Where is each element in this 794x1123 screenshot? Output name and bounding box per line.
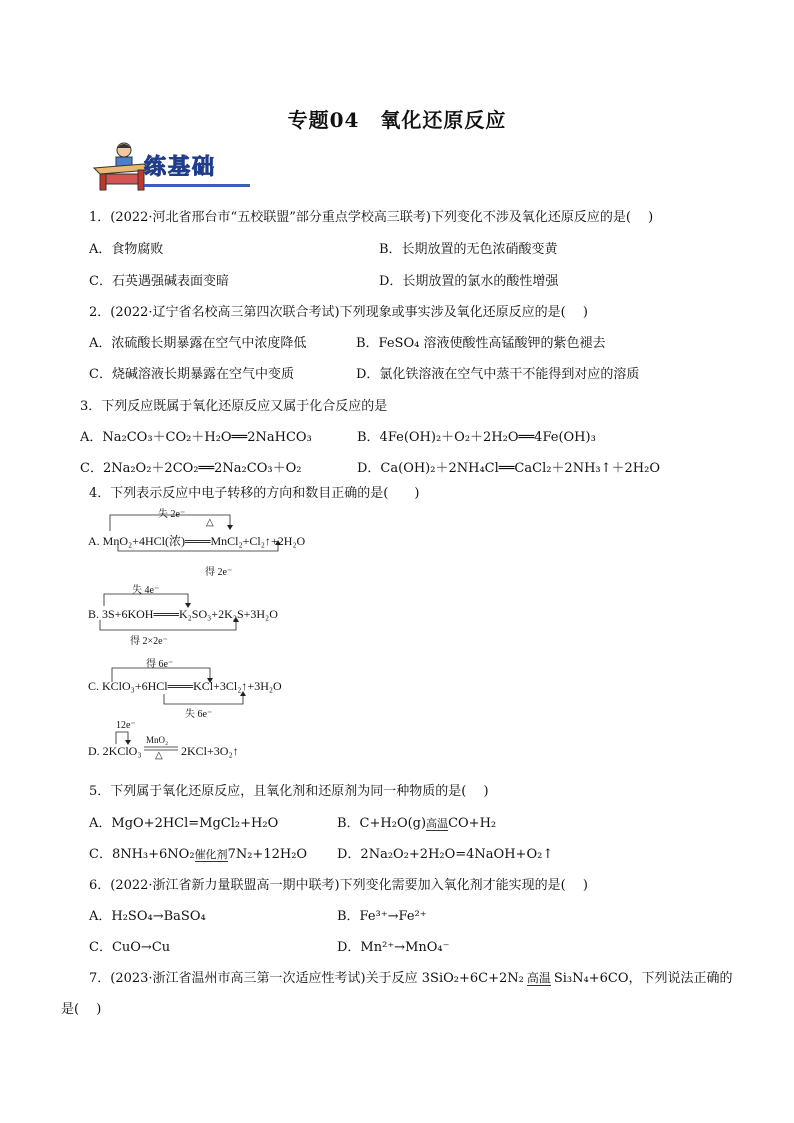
q6-option-c: C．CuO→Cu <box>89 940 171 955</box>
q7-condition: 高温 <box>526 971 551 985</box>
diagram-b-equation: B. 3S+6KOH═══K₂SO₃+2K₂S+3H₂O <box>88 607 278 621</box>
q6-option-b: B．Fe³⁺→Fe²⁺ <box>337 909 427 924</box>
diagram-c-bottom-label: 失 6e⁻ <box>185 709 213 720</box>
diagram-d-equation-left: D. 2KClO₃ <box>88 744 142 758</box>
question-7-stem <box>89 967 732 986</box>
diagram-a-condition: △ <box>206 517 214 528</box>
q3-option-d: D．Ca(OH)₂＋2NH₄Cl══CaCl₂＋2NH₃↑＋2H₂O <box>357 461 660 476</box>
question-5-stem: 5．下列属于氧化还原反应，且氧化剂和还原剂为同一种物质的是( ) <box>89 784 489 799</box>
q3-option-c: C．2Na₂O₂＋2CO₂══2Na₂CO₃＋O₂ <box>80 461 302 476</box>
q5-option-c-condition: 催化剂 <box>194 848 228 861</box>
diagram-a-bottom-label: 得 2e⁻ <box>205 567 233 578</box>
diagram-b-top-label: 失 4e⁻ <box>132 585 160 596</box>
section-badge: 练基础 <box>92 140 252 192</box>
q5-option-b-condition: 高温 <box>426 817 449 830</box>
q2-option-d: D．氯化铁溶液在空气中蒸干不能得到对应的溶质 <box>356 367 640 382</box>
question-7-stem-cont: 是( ) <box>61 1002 102 1017</box>
q4-diagram-d <box>88 720 388 760</box>
student-desk-icon <box>92 140 152 192</box>
diagram-d-top-label: 12e⁻ <box>116 720 136 731</box>
q1-option-d: D．长期放置的氯水的酸性增强 <box>379 274 559 289</box>
diagram-a-equation: A. MnO₂+4HCl(浓)═══MnCl₂+Cl₂↑+2H₂O <box>88 534 306 548</box>
q3-option-b: B．4Fe(OH)₂＋O₂＋2H₂O══4Fe(OH)₃ <box>357 430 596 445</box>
q5-option-a: A．MgO+2HCl=MgCl₂+H₂O <box>89 816 279 831</box>
q4-diagram-b <box>88 578 388 638</box>
q5-option-c-reactants: C．8NH₃+6NO₂ <box>89 847 195 862</box>
question-4-stem: 4．下列表示反应中电子转移的方向和数目正确的是( ) <box>89 486 420 501</box>
q3-option-a: A．Na₂CO₃＋CO₂＋H₂O══2NaHCO₃ <box>80 430 312 445</box>
diagram-b-bottom-label: 得 2×2e⁻ <box>130 636 168 647</box>
q4-diagram-c <box>88 652 388 718</box>
q5-option-d: D．2Na₂O₂+2H₂O=4NaOH+O₂↑ <box>337 847 554 862</box>
diagram-d-heat: △ <box>155 750 163 761</box>
diagram-d-catalyst: MnO₂ <box>146 735 169 745</box>
question-6-stem: 6．(2022·浙江省新力量联盟高一期中联考)下列变化需要加入氧化剂才能实现的是( ) <box>89 878 588 893</box>
q2-option-b: B．FeSO₄ 溶液使酸性高锰酸钾的紫色褪去 <box>356 336 606 351</box>
q1-option-a: A．食物腐败 <box>89 242 164 257</box>
q6-option-d: D．Mn²⁺→MnO₄⁻ <box>337 940 450 955</box>
q6-option-a: A．H₂SO₄→BaSO₄ <box>89 909 206 924</box>
q2-option-a: A．浓硫酸长期暴露在空气中浓度降低 <box>89 336 307 351</box>
q1-option-b: B．长期放置的无色浓硝酸变黄 <box>379 242 558 257</box>
diagram-c-equation: C. KClO₃+6HCl═══KCl+3Cl₂↑+3H₂O <box>88 679 282 693</box>
q4-diagram-a <box>88 505 388 553</box>
q7-stem-part-b: Si₃N₄+6CO，下列说法正确的 <box>553 971 733 986</box>
q7-stem-part-a: 7．(2023·浙江省温州市高三第一次适应性考试)关于反应 3SiO₂+6C+2N₂ <box>89 971 524 986</box>
diagram-a-top-label: 失 2e⁻ <box>158 509 186 520</box>
q5-option-b <box>337 812 496 831</box>
q1-option-c: C．石英遇强碱表面变暗 <box>89 274 229 289</box>
diagram-c-top-label: 得 6e⁻ <box>146 659 174 670</box>
page-title: 专题04 氧化还原反应 <box>287 108 507 132</box>
q5-option-b-reactants: B．C+H₂O(g) <box>337 816 427 831</box>
q5-option-c <box>89 843 307 862</box>
question-1-stem: 1．(2022·河北省邢台市“五校联盟”部分重点学校高三联考)下列变化不涉及氧化还原反应的是( ) <box>89 210 654 225</box>
q5-option-c-products: 7N₂+12H₂O <box>227 847 308 862</box>
q2-option-c: C．烧碱溶液长期暴露在空气中变质 <box>89 367 294 382</box>
question-2-stem: 2．(2022·辽宁省名校高三第四次联合考试)下列现象或事实涉及氧化还原反应的是( ) <box>89 305 588 320</box>
q5-option-b-products: CO+H₂ <box>448 816 497 831</box>
question-3-stem: 3．下列反应既属于氧化还原反应又属于化合反应的是 <box>80 399 388 414</box>
badge-underline <box>144 184 250 187</box>
diagram-d-equation-right: 2KCl+3O₂↑ <box>181 744 239 758</box>
